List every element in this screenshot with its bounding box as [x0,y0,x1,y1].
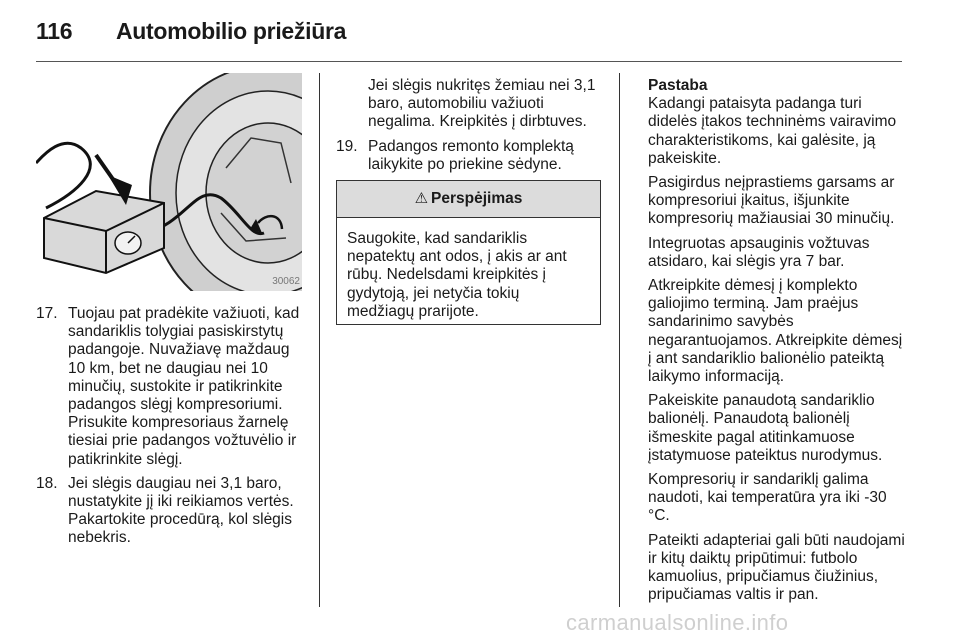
note-paragraph: Atkreipkite dėmesį į komplekto galiojimo terminą. Jam praėjus sandarinimo savybės negarantuojamos. Atkreipkite dėmesį į ant sandariklio balionėlio pateiktą laikymo informaciją. [648,277,903,386]
page-number: 116 [36,18,73,44]
left-column [36,305,304,554]
step-18 [36,475,304,548]
step-number: 18. [36,474,58,492]
watermark: carmanualsonline.info [566,610,789,635]
note-paragraph: Pakeiskite panaudotą sandariklio balionėlį. Panaudotą balionėlį išmeskite pagal atitinkamuose įstatymuose pateiktus nurodymus. [648,392,883,464]
note-paragraph: Pasigirdus neįprastiems garsams ar kompresoriui įkaitus, išjunkite kompresorių mažiausiai 30 minučių. [648,174,895,228]
page-title: Automobilio priežiūra [116,18,347,44]
step-text: Padangos remonto komplektą laikykite po priekine sėdyne. [368,137,574,173]
step-17 [36,305,304,469]
figure-code: 30062 [272,276,300,287]
note-title: Pastaba [648,77,708,94]
note-paragraph: Kadangi pataisyta padanga turi didelės įtakos techninėms vairavimo charakteristikoms, kai galėsite, ją pakeiskite. [648,95,897,167]
compressor-illustration [36,73,302,291]
note-paragraph: Kompresorių ir sandariklį galima naudoti, kai temperatūra yra iki -30 °C. [648,471,887,525]
warning-text: Saugokite, kad sandariklis nepatektų ant odos, į akis ar ant rūbų. Nedelsdami kreipkitės į gydytoją, jei netyčia tokių medžiagų prarijote. [347,230,567,320]
step-18-continuation: Jei slėgis nukritęs žemiau nei 3,1 baro, automobiliu važiuoti negalima. Kreipkitės į dirbtuves. [368,77,596,131]
step-number: 17. [36,305,58,322]
header-rule [36,61,902,62]
compressor-drawing [36,73,302,291]
column-divider-right [619,73,620,607]
warning-triangle-icon: ⚠ [414,190,429,207]
note-paragraph: Pateikti adapteriai gali būti naudojami ir kitų daiktų pripūtimui: futbolo kamuolius, pripučiamus čiužinius, pripučiamas valtis ir pan. [648,531,905,604]
middle-column [336,77,604,180]
warning-box [336,180,601,325]
step-19 [336,138,604,174]
note-paragraph: Integruotas apsauginis vožtuvas atsidaro, kai slėgis yra 7 bar. [648,234,870,270]
step-text: Tuojau pat pradėkite važiuoti, kad sandariklis tolygiai pasiskirstytų padangoje. Nuvažiavę maždaug 10 km, bet ne daugiau nei 10 minučių, sustokite ir patikrinkite padangos slėgį kompresoriumi. Prisukite kompresoriaus žarnelę tiesiai prie padangos vožtuvėlio ir patikrinkite slėgį. [68,305,300,468]
step-number: 19. [336,137,358,155]
right-column [648,77,906,610]
warning-header [337,181,600,218]
warning-title: Perspėjimas [431,190,523,207]
step-text: Jei slėgis daugiau nei 3,1 baro, nustatykite jį iki reikiamos vertės. Pakartokite procedūrą, kol slėgis nebekris. [68,474,294,547]
column-divider-left [319,73,320,607]
